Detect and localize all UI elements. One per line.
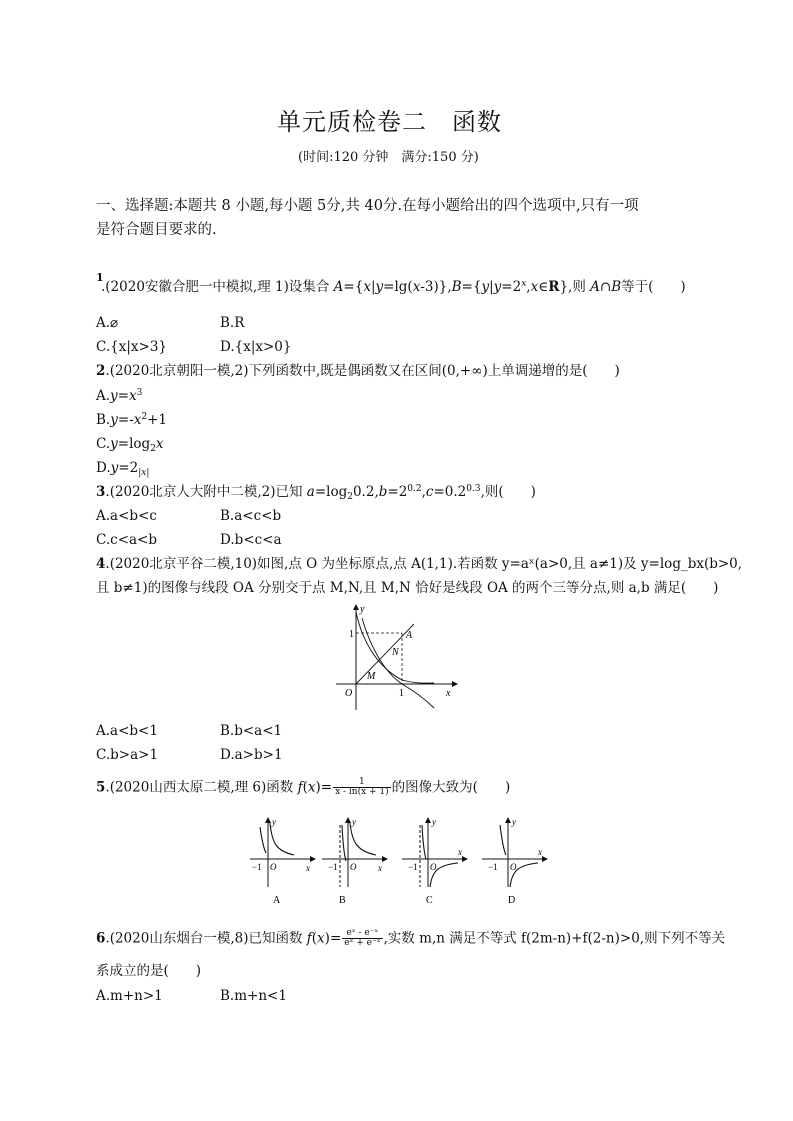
question-2 [96,365,620,379]
q4-option-d: D.a>b>1 [220,747,283,763]
question-2-text: .(2020北京朝阳一模,2)下列函数中,既是偶函数又在区间(0,+∞)上单调递增的是( ) [105,363,620,379]
fig4-y-one-label: 1 [349,629,354,640]
q4-option-c: C.b>a>1 [96,747,159,763]
question-2-number: 2 [96,363,106,379]
graph-a-label: A [273,895,281,905]
svg-text:y: y [352,817,356,827]
question-1: 1 [96,271,104,284]
section-heading-line2: 是符合题目要求的. [96,222,217,238]
fig4-y-label: y [360,604,365,615]
graph-d-label: D [508,895,516,905]
svg-text:x: x [538,847,542,857]
question-3: 3.(2020北京人大附中二模,2)已知 $a=\log_20.2,b=2^{0.2},c=0.2^{0.3}$,则( ) [96,484,536,502]
question-1-mid: ,则 [568,279,591,295]
question-5: 5.(2020山西太原二模,理 6)函数 f(x)= $\frac{1}{x - \ln(x + 1)}$ 的图像大致为( ) [96,777,511,798]
graph-b-label: B [339,895,346,905]
question-4-line1: 4.(2020北京平谷二模,10)如图,点 O 为坐标原点,点 A(1,1).若函数 y=aˣ(a>0,且 a≠1)及 y=log_bx(b>0, [96,556,743,572]
q2-option-d: $D.y=2_{|x|}$ [96,460,150,478]
question-4-line2: 且 b≠1)的图像与线段 OA 分别交于点 M,N,且 M,N 恰好是线段 OA 的两个三等分点,则 a,b 满足( ) [96,580,719,596]
q1-option-c: C.{x|x>3} [96,339,167,355]
page-title: 单元质检卷二 函数 [277,108,502,136]
svg-text:O: O [270,862,277,872]
fig4-origin-label: O [345,688,353,699]
question-1-source: .(2020安徽合肥一中模拟,理 1)设集合 [101,279,334,295]
q6-fraction: $\frac{\text{eˣ - e⁻ˣ}}{\text{eˣ + e⁻ˣ}}$ [344,928,381,949]
q5-graph-a [246,815,318,905]
svg-text:O: O [350,862,357,872]
q4-option-b: B.b<a<1 [220,723,283,739]
fig4-point-n-label: N [392,647,399,658]
svg-text:O: O [430,862,437,872]
fig4-point-m-label: M [367,671,376,682]
q5-graph-d [478,815,550,905]
svg-text:−1: −1 [252,862,262,872]
q1-option-b: B.R [220,315,245,331]
q4-figure [330,602,460,712]
svg-text:y: y [272,817,276,827]
q6-option-b: B.m+n<1 [220,988,287,1004]
q5-fraction: $\frac{1}{x - \ln(x + 1)}$ [335,777,389,798]
q6-option-a: A.m+n>1 [96,988,163,1004]
fig4-x-label: x [446,688,451,699]
graph-c-label: C [426,895,433,905]
q1-option-a: A.⌀ [96,315,119,331]
fig4-x-one-label: 1 [399,688,404,699]
fig4-point-a-label: A [406,630,413,641]
svg-text:x: x [378,863,382,873]
svg-text:−1: −1 [408,862,418,872]
q5-graph-c [398,815,470,905]
svg-text:x: x [306,863,310,873]
svg-text:y: y [432,817,436,827]
q2-option-c: $C.y=\log_2x$ [96,436,164,454]
section-heading-line1: 一、选择题:本题共 8 小题,每小题 5分,共 40分.在每小题给出的四个选项中,只有一项 [96,198,639,214]
svg-text:−1: −1 [488,862,498,872]
q2-option-b: $B.y=-x^2+1$ [96,412,167,428]
intersection-expression: A∩B [590,279,622,295]
q3-option-a: A.a<b<c [96,508,157,524]
q5-graph-b [318,815,390,905]
exam-info: (时间:120 分钟 满分:150 分) [298,150,479,165]
question-6-line1: 6.(2020山东烟台一模,8)已知函数 f(x)= $\frac{\text{eˣ - e⁻ˣ}}{\text{eˣ + e⁻ˣ}}$ ,实数 m,n 满足不等式 f(2m-n)+f(2-n)>0,则下列不等关 [96,928,726,949]
question-6-line2: 系成立的是( ) [96,963,202,979]
svg-text:y: y [512,817,516,827]
set-a-definition: $A=\{x|y=\lg(x-3)\},B=\{y|y=2^x,x\in R\}$ [333,279,569,295]
q3-option-b: B.a<c<b [220,508,282,524]
q3-option-c: C.c<a<b [96,532,158,548]
q3-option-d: D.b<c<a [220,532,282,548]
svg-text:x: x [458,847,462,857]
q2-option-a: $A.y=x^3$ [96,388,143,404]
q1-option-d: D.{x|x>0} [220,339,292,355]
svg-text:−1: −1 [328,862,338,872]
question-1-stem [101,281,686,295]
q4-option-a: A.a<b<1 [96,723,158,739]
question-1-tail: 等于( ) [621,279,686,295]
svg-text:O: O [510,862,517,872]
